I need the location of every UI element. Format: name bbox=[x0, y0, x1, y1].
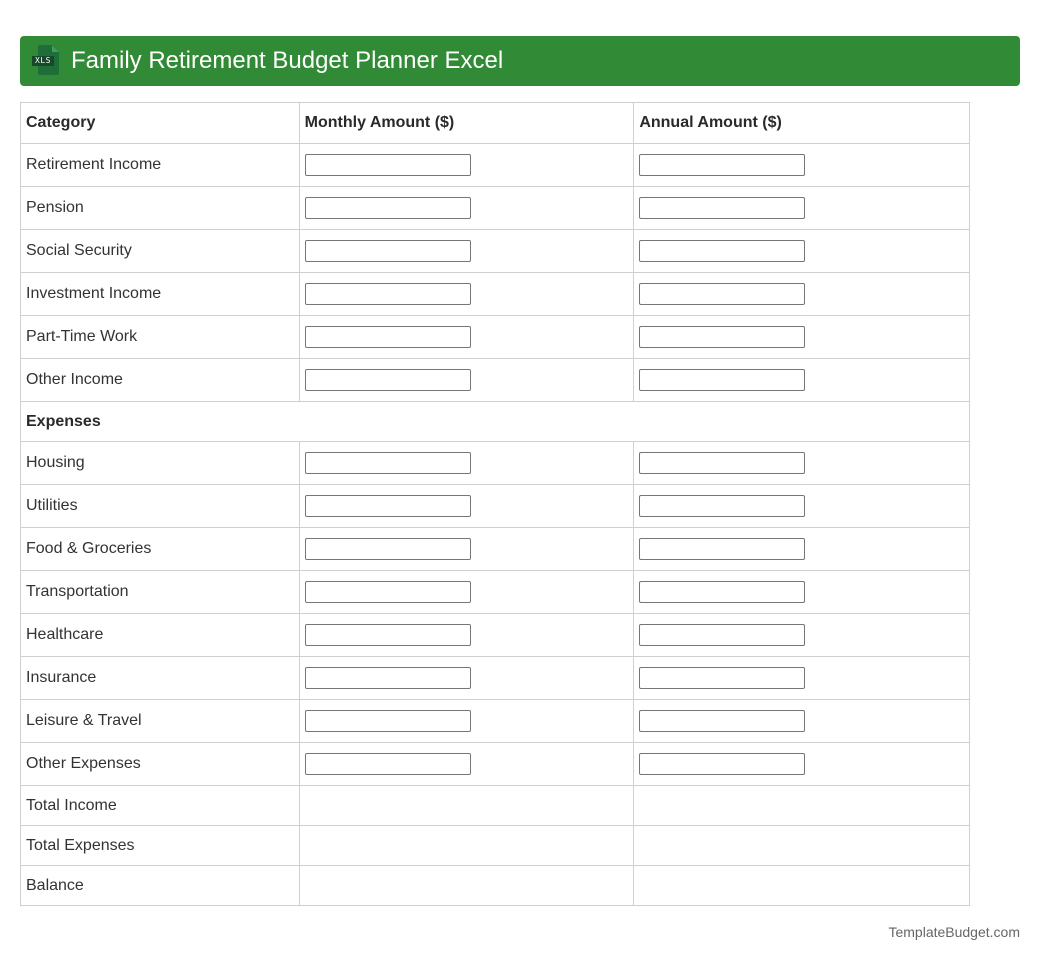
expenses-section-row bbox=[21, 402, 970, 442]
budget-table bbox=[20, 102, 970, 906]
category-label: Utilities bbox=[21, 485, 300, 528]
monthly-amount-input[interactable] bbox=[305, 667, 471, 689]
monthly-cell bbox=[299, 743, 634, 786]
annual-amount-input[interactable] bbox=[639, 240, 805, 262]
annual-amount-input[interactable] bbox=[639, 538, 805, 560]
page-title: Family Retirement Budget Planner Excel bbox=[71, 47, 504, 74]
category-label: Healthcare bbox=[21, 614, 300, 657]
monthly-cell bbox=[299, 571, 634, 614]
annual-amount-input[interactable] bbox=[639, 369, 805, 391]
total-annual-value bbox=[634, 786, 970, 826]
page-header bbox=[20, 36, 1020, 86]
monthly-amount-input[interactable] bbox=[305, 369, 471, 391]
annual-cell bbox=[634, 359, 970, 402]
category-label: Pension bbox=[21, 187, 300, 230]
table-row bbox=[21, 657, 970, 700]
table-row bbox=[21, 743, 970, 786]
table-row bbox=[21, 230, 970, 273]
monthly-cell bbox=[299, 144, 634, 187]
xls-file-icon: XLS bbox=[32, 45, 60, 77]
table-row bbox=[21, 442, 970, 485]
monthly-amount-input[interactable] bbox=[305, 240, 471, 262]
category-label: Leisure & Travel bbox=[21, 700, 300, 743]
annual-amount-input[interactable] bbox=[639, 495, 805, 517]
category-label: Other Income bbox=[21, 359, 300, 402]
monthly-cell bbox=[299, 657, 634, 700]
monthly-amount-input[interactable] bbox=[305, 538, 471, 560]
category-label: Housing bbox=[21, 442, 300, 485]
annual-cell bbox=[634, 144, 970, 187]
annual-amount-input[interactable] bbox=[639, 753, 805, 775]
monthly-cell bbox=[299, 316, 634, 359]
category-label: Retirement Income bbox=[21, 144, 300, 187]
monthly-cell bbox=[299, 187, 634, 230]
total-row bbox=[21, 786, 970, 826]
table-row bbox=[21, 614, 970, 657]
annual-cell bbox=[634, 528, 970, 571]
annual-amount-input[interactable] bbox=[639, 581, 805, 603]
category-label: Insurance bbox=[21, 657, 300, 700]
annual-amount-input[interactable] bbox=[639, 283, 805, 305]
monthly-amount-input[interactable] bbox=[305, 581, 471, 603]
table-row bbox=[21, 528, 970, 571]
category-label: Food & Groceries bbox=[21, 528, 300, 571]
monthly-amount-input[interactable] bbox=[305, 452, 471, 474]
annual-cell bbox=[634, 700, 970, 743]
annual-amount-input[interactable] bbox=[639, 710, 805, 732]
monthly-cell bbox=[299, 528, 634, 571]
monthly-cell bbox=[299, 485, 634, 528]
total-annual-value bbox=[634, 866, 970, 906]
column-header-annual: Annual Amount ($) bbox=[634, 103, 970, 144]
monthly-amount-input[interactable] bbox=[305, 326, 471, 348]
monthly-amount-input[interactable] bbox=[305, 624, 471, 646]
monthly-cell bbox=[299, 230, 634, 273]
annual-cell bbox=[634, 187, 970, 230]
table-row bbox=[21, 485, 970, 528]
annual-cell bbox=[634, 316, 970, 359]
site-credit: TemplateBudget.com bbox=[888, 924, 1020, 940]
annual-cell bbox=[634, 743, 970, 786]
annual-amount-input[interactable] bbox=[639, 154, 805, 176]
monthly-cell bbox=[299, 273, 634, 316]
section-label: Expenses bbox=[21, 402, 970, 442]
monthly-amount-input[interactable] bbox=[305, 495, 471, 517]
annual-cell bbox=[634, 485, 970, 528]
column-header-category: Category bbox=[21, 103, 300, 144]
table-row bbox=[21, 316, 970, 359]
column-header-monthly: Monthly Amount ($) bbox=[299, 103, 634, 144]
category-label: Social Security bbox=[21, 230, 300, 273]
monthly-amount-input[interactable] bbox=[305, 753, 471, 775]
monthly-cell bbox=[299, 700, 634, 743]
total-monthly-value bbox=[299, 786, 634, 826]
annual-amount-input[interactable] bbox=[639, 197, 805, 219]
category-label: Other Expenses bbox=[21, 743, 300, 786]
table-row bbox=[21, 144, 970, 187]
table-header-row bbox=[21, 103, 970, 144]
monthly-amount-input[interactable] bbox=[305, 154, 471, 176]
category-label: Investment Income bbox=[21, 273, 300, 316]
annual-cell bbox=[634, 614, 970, 657]
annual-cell bbox=[634, 442, 970, 485]
total-label: Total Income bbox=[21, 786, 300, 826]
table-row bbox=[21, 571, 970, 614]
annual-amount-input[interactable] bbox=[639, 624, 805, 646]
total-monthly-value bbox=[299, 866, 634, 906]
table-row bbox=[21, 359, 970, 402]
monthly-cell bbox=[299, 614, 634, 657]
annual-amount-input[interactable] bbox=[639, 667, 805, 689]
monthly-amount-input[interactable] bbox=[305, 283, 471, 305]
annual-amount-input[interactable] bbox=[639, 326, 805, 348]
total-row bbox=[21, 826, 970, 866]
category-label: Part-Time Work bbox=[21, 316, 300, 359]
table-row bbox=[21, 273, 970, 316]
total-label: Total Expenses bbox=[21, 826, 300, 866]
annual-cell bbox=[634, 273, 970, 316]
total-row bbox=[21, 866, 970, 906]
annual-amount-input[interactable] bbox=[639, 452, 805, 474]
total-monthly-value bbox=[299, 826, 634, 866]
total-label: Balance bbox=[21, 866, 300, 906]
category-label: Transportation bbox=[21, 571, 300, 614]
monthly-cell bbox=[299, 442, 634, 485]
annual-cell bbox=[634, 571, 970, 614]
annual-cell bbox=[634, 657, 970, 700]
annual-cell bbox=[634, 230, 970, 273]
monthly-cell bbox=[299, 359, 634, 402]
table-row bbox=[21, 700, 970, 743]
table-row bbox=[21, 187, 970, 230]
monthly-amount-input[interactable] bbox=[305, 197, 471, 219]
monthly-amount-input[interactable] bbox=[305, 710, 471, 732]
total-annual-value bbox=[634, 826, 970, 866]
